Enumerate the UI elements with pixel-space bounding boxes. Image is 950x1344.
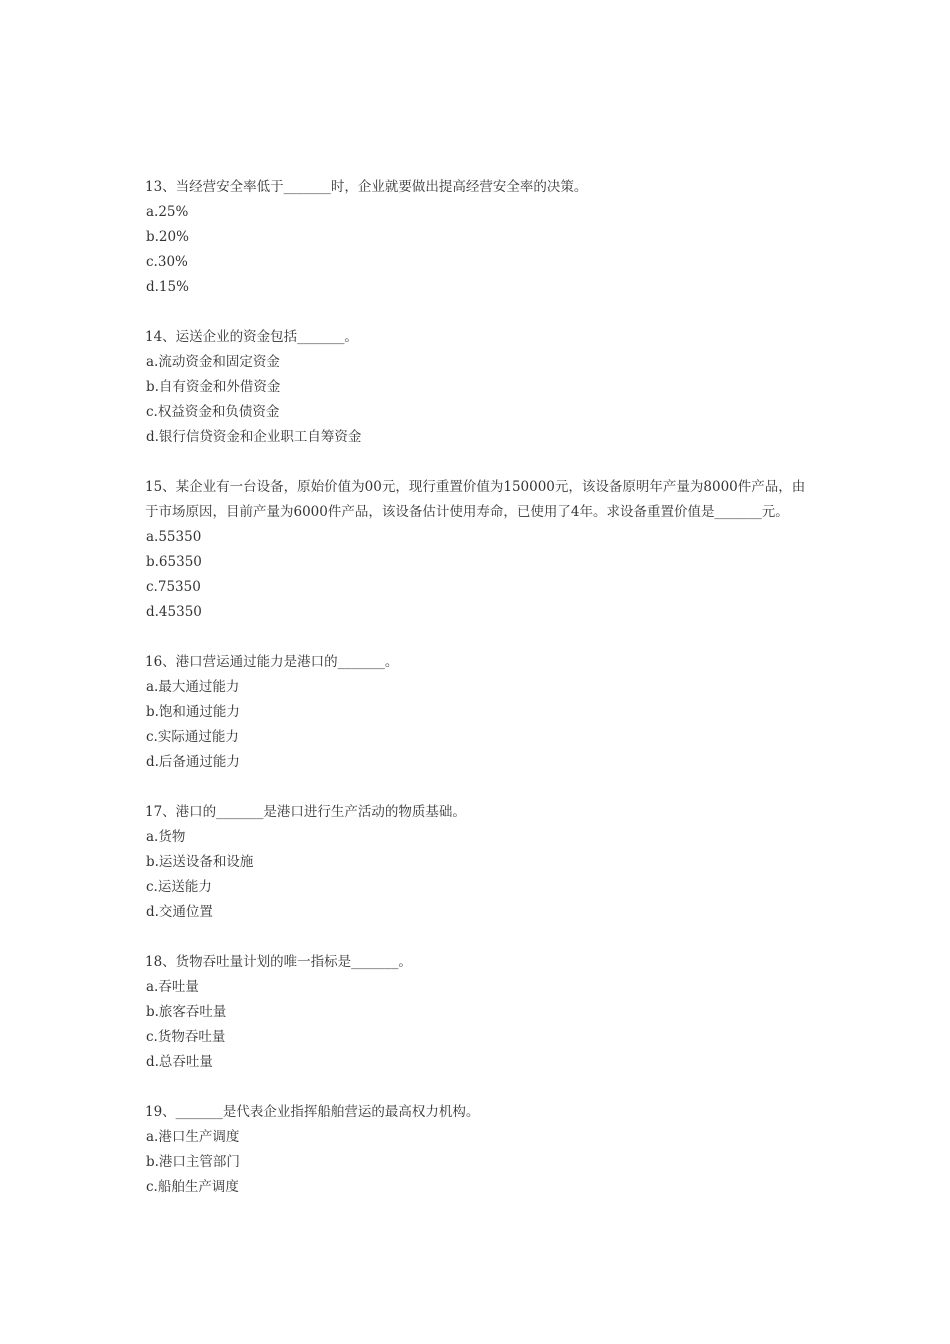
option-c: c.30% [146, 254, 188, 270]
option-b: b.20% [146, 229, 189, 245]
question-stem: 15、某企业有一台设备，原始价值为00元，现行重置价值为150000元，该设备原明年产量为8000件产品，由于市场原因，目前产量为6000件产品，该设备估计使用寿命，已使用了4年。求设备重置价值是_______元。 [145, 479, 806, 520]
question-18 [145, 950, 810, 1075]
question-14 [145, 325, 810, 450]
option-b: b.旅客吞吐量 [146, 1004, 227, 1020]
question-stem: 16、港口营运通过能力是港口的_______。 [145, 654, 399, 670]
question-stem: 17、港口的_______是港口进行生产活动的物质基础。 [145, 804, 466, 820]
option-d: d.银行信贷资金和企业职工自筹资金 [146, 429, 362, 445]
option-b: b.自有资金和外借资金 [146, 379, 281, 395]
option-d: d.后备通过能力 [146, 754, 240, 770]
question-stem: 19、_______是代表企业指挥船舶营运的最高权力机构。 [145, 1104, 480, 1120]
question-19 [145, 1100, 810, 1200]
option-d: d.总吞吐量 [146, 1054, 213, 1070]
option-d: d.15% [146, 279, 189, 295]
option-b: b.饱和通过能力 [146, 704, 240, 720]
question-list [145, 175, 810, 1225]
option-c: c.船舶生产调度 [146, 1179, 239, 1195]
option-a: a.最大通过能力 [146, 679, 240, 695]
option-a: a.55350 [146, 529, 202, 545]
question-13 [145, 175, 810, 300]
option-c: c.权益资金和负债资金 [146, 404, 280, 420]
option-a: a.吞吐量 [146, 979, 199, 995]
option-a: a.25% [146, 204, 189, 220]
option-c: c.运送能力 [146, 879, 212, 895]
question-stem: 13、当经营安全率低于_______时，企业就要做出提高经营安全率的决策。 [145, 179, 588, 195]
question-stem: 18、货物吞吐量计划的唯一指标是_______。 [145, 954, 412, 970]
question-16 [145, 650, 810, 775]
option-c: c.货物吞吐量 [146, 1029, 226, 1045]
option-a: a.港口生产调度 [146, 1129, 240, 1145]
option-a: a.流动资金和固定资金 [146, 354, 280, 370]
option-c: c.实际通过能力 [146, 729, 239, 745]
option-b: b.港口主管部门 [146, 1154, 240, 1170]
question-15 [145, 475, 810, 625]
option-b: b.运送设备和设施 [146, 854, 254, 870]
question-stem: 14、运送企业的资金包括_______。 [145, 329, 358, 345]
question-17 [145, 800, 810, 925]
option-b: b.65350 [146, 554, 202, 570]
option-c: c.75350 [146, 579, 201, 595]
option-d: d.交通位置 [146, 904, 213, 920]
option-d: d.45350 [146, 604, 202, 620]
option-a: a.货物 [146, 829, 186, 845]
